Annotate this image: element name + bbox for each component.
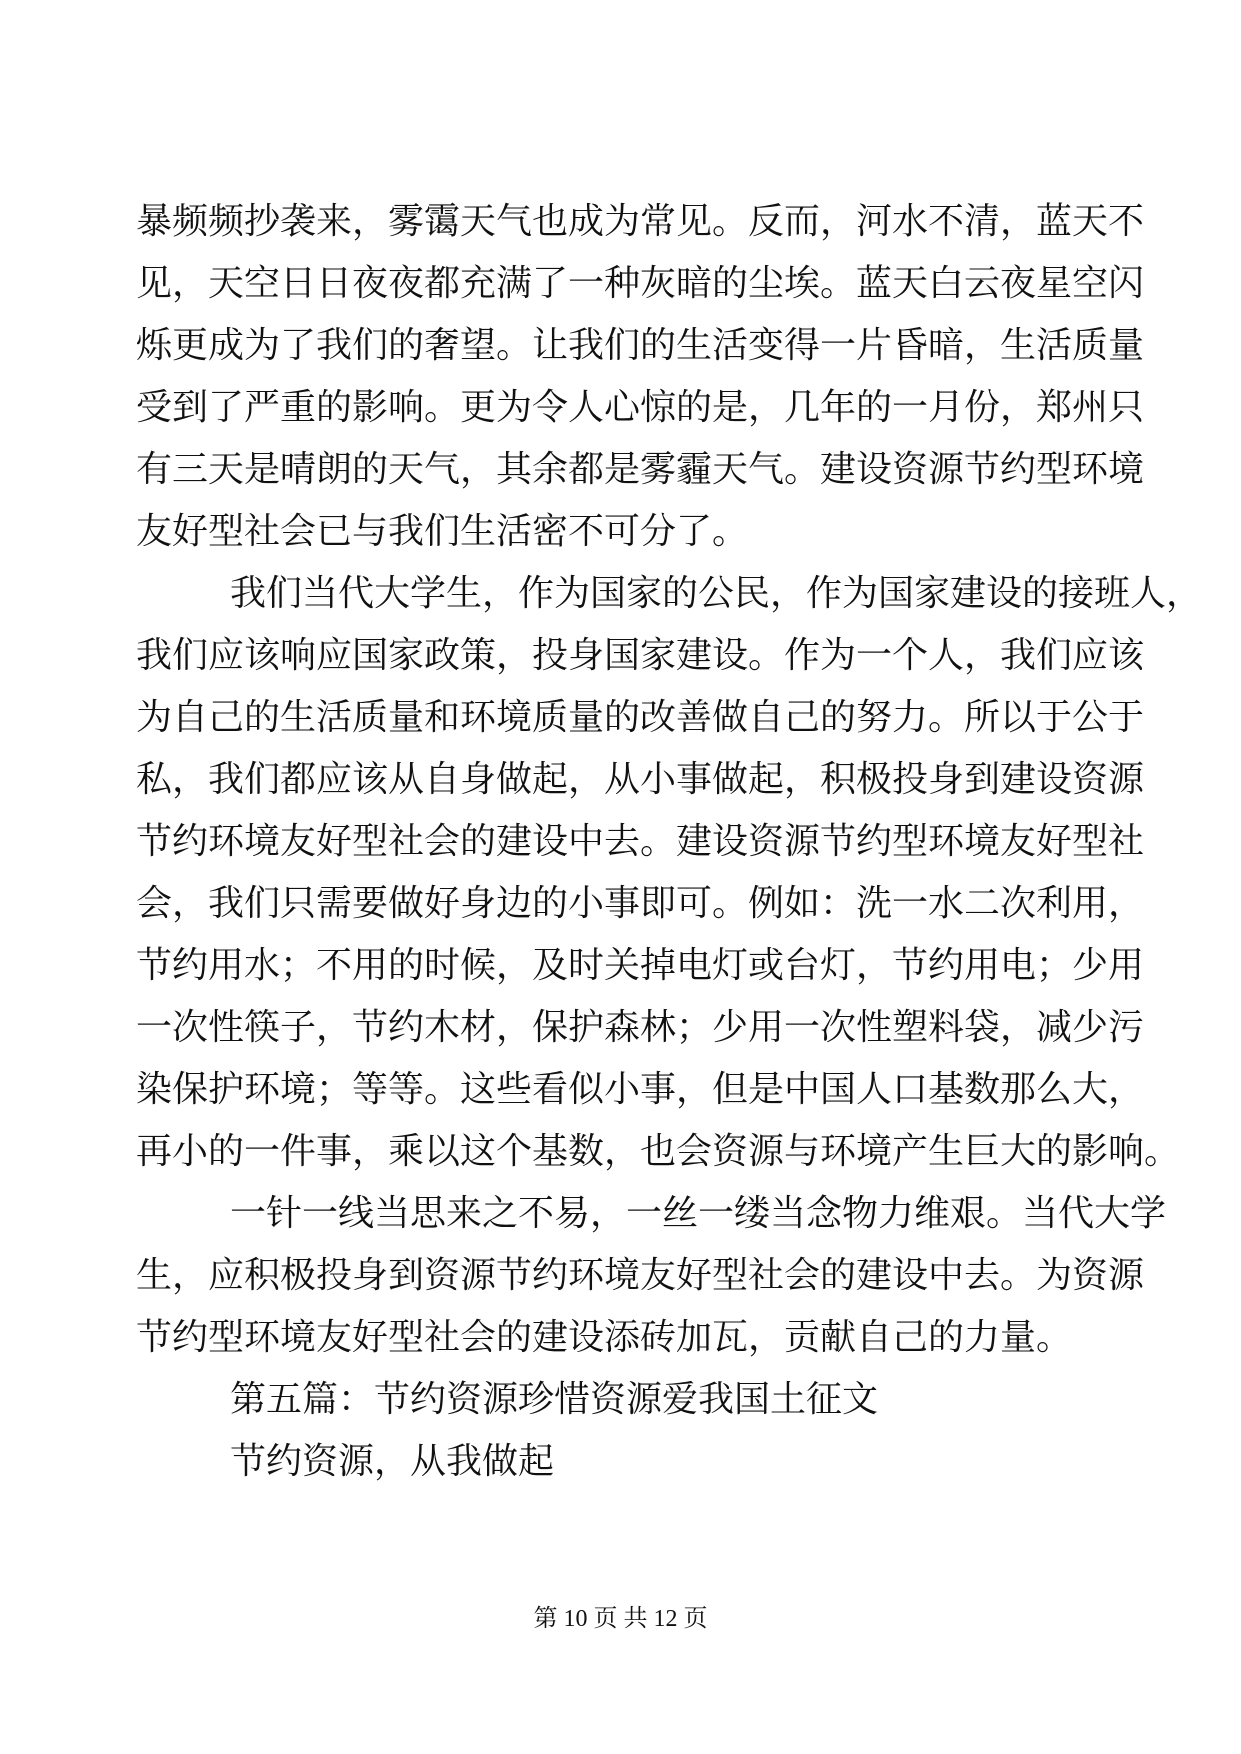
text-line: 受到了严重的影响。更为令人心惊的是，几年的一月份，郑州只 xyxy=(136,387,1145,428)
page-number-footer: 第 10 页 共 12 页 xyxy=(533,1606,708,1632)
text-line: 友好型社会已与我们生活密不可分了。 xyxy=(136,511,749,552)
text-line: 私，我们都应该从自身做起，从小事做起，积极投身到建设资源 xyxy=(136,759,1145,800)
text-line: 一次性筷子，节约木材，保护森林；少用一次性塑料袋，减少污 xyxy=(136,1007,1145,1048)
section-heading: 第五篇：节约资源珍惜资源爱我国土征文 xyxy=(230,1379,879,1420)
section-subheading: 节约资源，从我做起 xyxy=(230,1441,555,1482)
text-line: 烁更成为了我们的奢望。让我们的生活变得一片昏暗，生活质量 xyxy=(136,325,1145,366)
text-line: 节约用水；不用的时候，及时关掉电灯或台灯，节约用电；少用 xyxy=(136,945,1145,986)
text-line: 染保护环境；等等。这些看似小事，但是中国人口基数那么大， xyxy=(136,1069,1145,1110)
text-line: 再小的一件事，乘以这个基数，也会资源与环境产生巨大的影响。 xyxy=(136,1131,1181,1172)
text-line: 见，天空日日夜夜都充满了一种灰暗的尘埃。蓝天白云夜星空闪 xyxy=(136,263,1145,304)
text-line: 我们当代大学生，作为国家的公民，作为国家建设的接班人， xyxy=(230,573,1203,614)
text-line: 有三天是晴朗的天气，其余都是雾霾天气。建设资源节约型环境 xyxy=(136,449,1145,490)
text-line: 生，应积极投身到资源节约环境友好型社会的建设中去。为资源 xyxy=(136,1255,1145,1296)
text-line: 节约型环境友好型社会的建设添砖加瓦，贡献自己的力量。 xyxy=(136,1317,1073,1358)
text-line: 暴频频抄袭来，雾霭天气也成为常见。反而，河水不清，蓝天不 xyxy=(136,201,1145,242)
text-line: 我们应该响应国家政策，投身国家建设。作为一个人，我们应该 xyxy=(136,635,1145,676)
text-line: 一针一线当思来之不易，一丝一缕当念物力维艰。当代大学 xyxy=(230,1193,1167,1234)
text-line: 会，我们只需要做好身边的小事即可。例如：洗一水二次利用， xyxy=(136,883,1145,924)
text-line: 为自己的生活质量和环境质量的改善做自己的努力。所以于公于 xyxy=(136,697,1145,738)
text-line: 节约环境友好型社会的建设中去。建设资源节约型环境友好型社 xyxy=(136,821,1145,862)
